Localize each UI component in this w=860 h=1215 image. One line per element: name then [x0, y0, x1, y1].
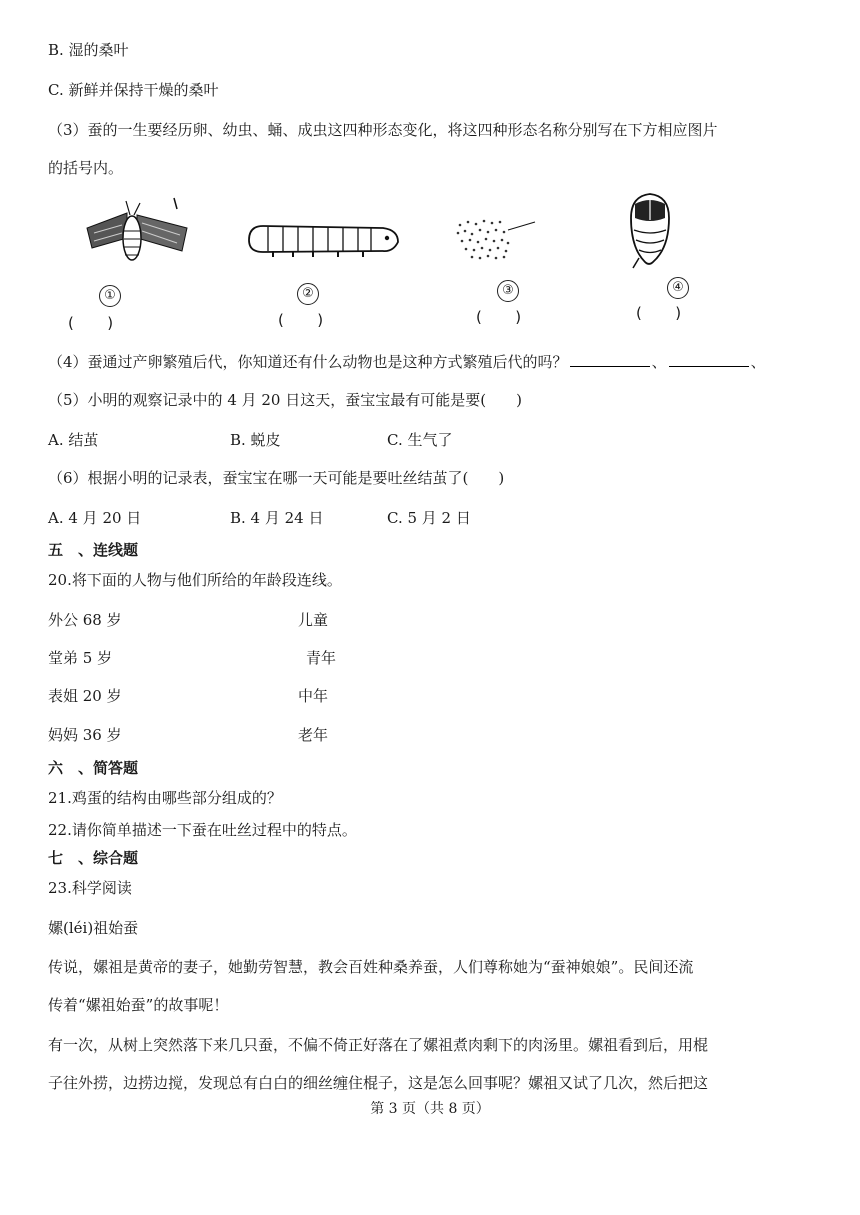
option-c: C. 新鲜并保持干燥的桑叶: [48, 81, 219, 99]
section-7-heading: 七 、综合题: [48, 849, 139, 867]
question-21: 21.鸡蛋的结构由哪些部分组成的？: [48, 789, 282, 807]
q5-option-a: A. 结茧: [48, 431, 99, 449]
question-20: 20.将下面的人物与他们所给的年龄段连线。: [48, 571, 342, 589]
sub-question-6: （6）根据小明的记录表，蚕宝宝在哪一天可能是要吐丝结茧了( ): [48, 469, 505, 487]
sub-question-3-cont: 的括号内。: [48, 159, 124, 177]
reading-title: 嫘(léi)祖始蚕: [48, 919, 139, 937]
sub-question-3: （3）蚕的一生要经历卵、幼虫、蛹、成虫这四种形态变化，将这四种形态名称分别写在下方相应图片: [48, 121, 718, 139]
answer-paren-3[interactable]: ( ): [476, 308, 522, 326]
answer-blank-2[interactable]: [669, 352, 749, 367]
answer-blank-1[interactable]: [570, 352, 650, 367]
sub-question-4-text: （4）蚕通过产卵繁殖后代，你知道还有什么动物也是这种方式繁殖后代的吗？: [48, 353, 568, 371]
answer-paren-1[interactable]: ( ): [68, 314, 114, 332]
section-6-heading: 六 、简答题: [48, 759, 139, 777]
question-22: 22.请你简单描述一下蚕在吐丝过程中的特点。: [48, 821, 357, 839]
q6-option-c: C. 5 月 2 日: [387, 509, 471, 527]
silkmoth-icon: [82, 193, 192, 273]
stage-4[interactable]: 老年: [298, 726, 329, 744]
person-4[interactable]: 妈妈 36 岁: [48, 726, 122, 744]
question-23: 23.科学阅读: [48, 879, 132, 897]
silkworm-eggs-icon: [450, 210, 560, 270]
q5-option-b: B. 蜕皮: [230, 431, 281, 449]
q6-option-a: A. 4 月 20 日: [48, 509, 142, 527]
reading-para2-line1: 有一次，从树上突然落下来几只蚕，不偏不倚正好落在了嫘祖煮肉剩下的肉汤里。嫘祖看到后，用棍: [48, 1036, 709, 1054]
silkworm-pupa-icon: [625, 190, 675, 272]
reading-para2-line2: 子往外捞，边捞边搅，发现总有白白的细丝缠住棍子，这是怎么回事呢？嫘祖又试了几次，然后把这: [48, 1074, 709, 1092]
stage-1[interactable]: 儿童: [298, 611, 329, 629]
stage-3[interactable]: 中年: [298, 687, 329, 705]
option-b: B. 湿的桑叶: [48, 41, 129, 59]
q6-option-b: B. 4 月 24 日: [230, 509, 324, 527]
stage-2[interactable]: 青年: [306, 649, 337, 667]
separator-1: 、: [651, 353, 667, 371]
reading-para1-line1: 传说，嫘祖是黄帝的妻子，她勤劳智慧，教会百姓种桑养蚕，人们尊称她为“蚕神娘娘”。民间还流: [48, 958, 694, 976]
q5-option-c: C. 生气了: [387, 431, 453, 449]
person-2[interactable]: 堂弟 5 岁: [48, 649, 113, 667]
figure-number-1: ①: [99, 285, 121, 307]
person-3[interactable]: 表姐 20 岁: [48, 687, 122, 705]
separator-2: 、: [750, 353, 766, 371]
figure-number-2: ②: [297, 283, 319, 305]
sub-question-5: （5）小明的观察记录中的 4 月 20 日这天，蚕宝宝最有可能是要( ): [48, 391, 522, 409]
figure-number-4: ④: [667, 277, 689, 299]
reading-para1-line2: 传着“嫘祖始蚕”的故事呢！: [48, 996, 229, 1014]
answer-paren-2[interactable]: ( ): [278, 311, 324, 329]
sub-question-4: [48, 352, 766, 372]
silkworm-larva-icon: [243, 218, 403, 262]
figure-number-3: ③: [497, 280, 519, 302]
person-1[interactable]: 外公 68 岁: [48, 611, 122, 629]
section-5-heading: 五 、连线题: [48, 541, 139, 559]
page-footer: 第 3 页（共 8 页）: [370, 1101, 490, 1117]
answer-paren-4[interactable]: ( ): [636, 304, 682, 322]
